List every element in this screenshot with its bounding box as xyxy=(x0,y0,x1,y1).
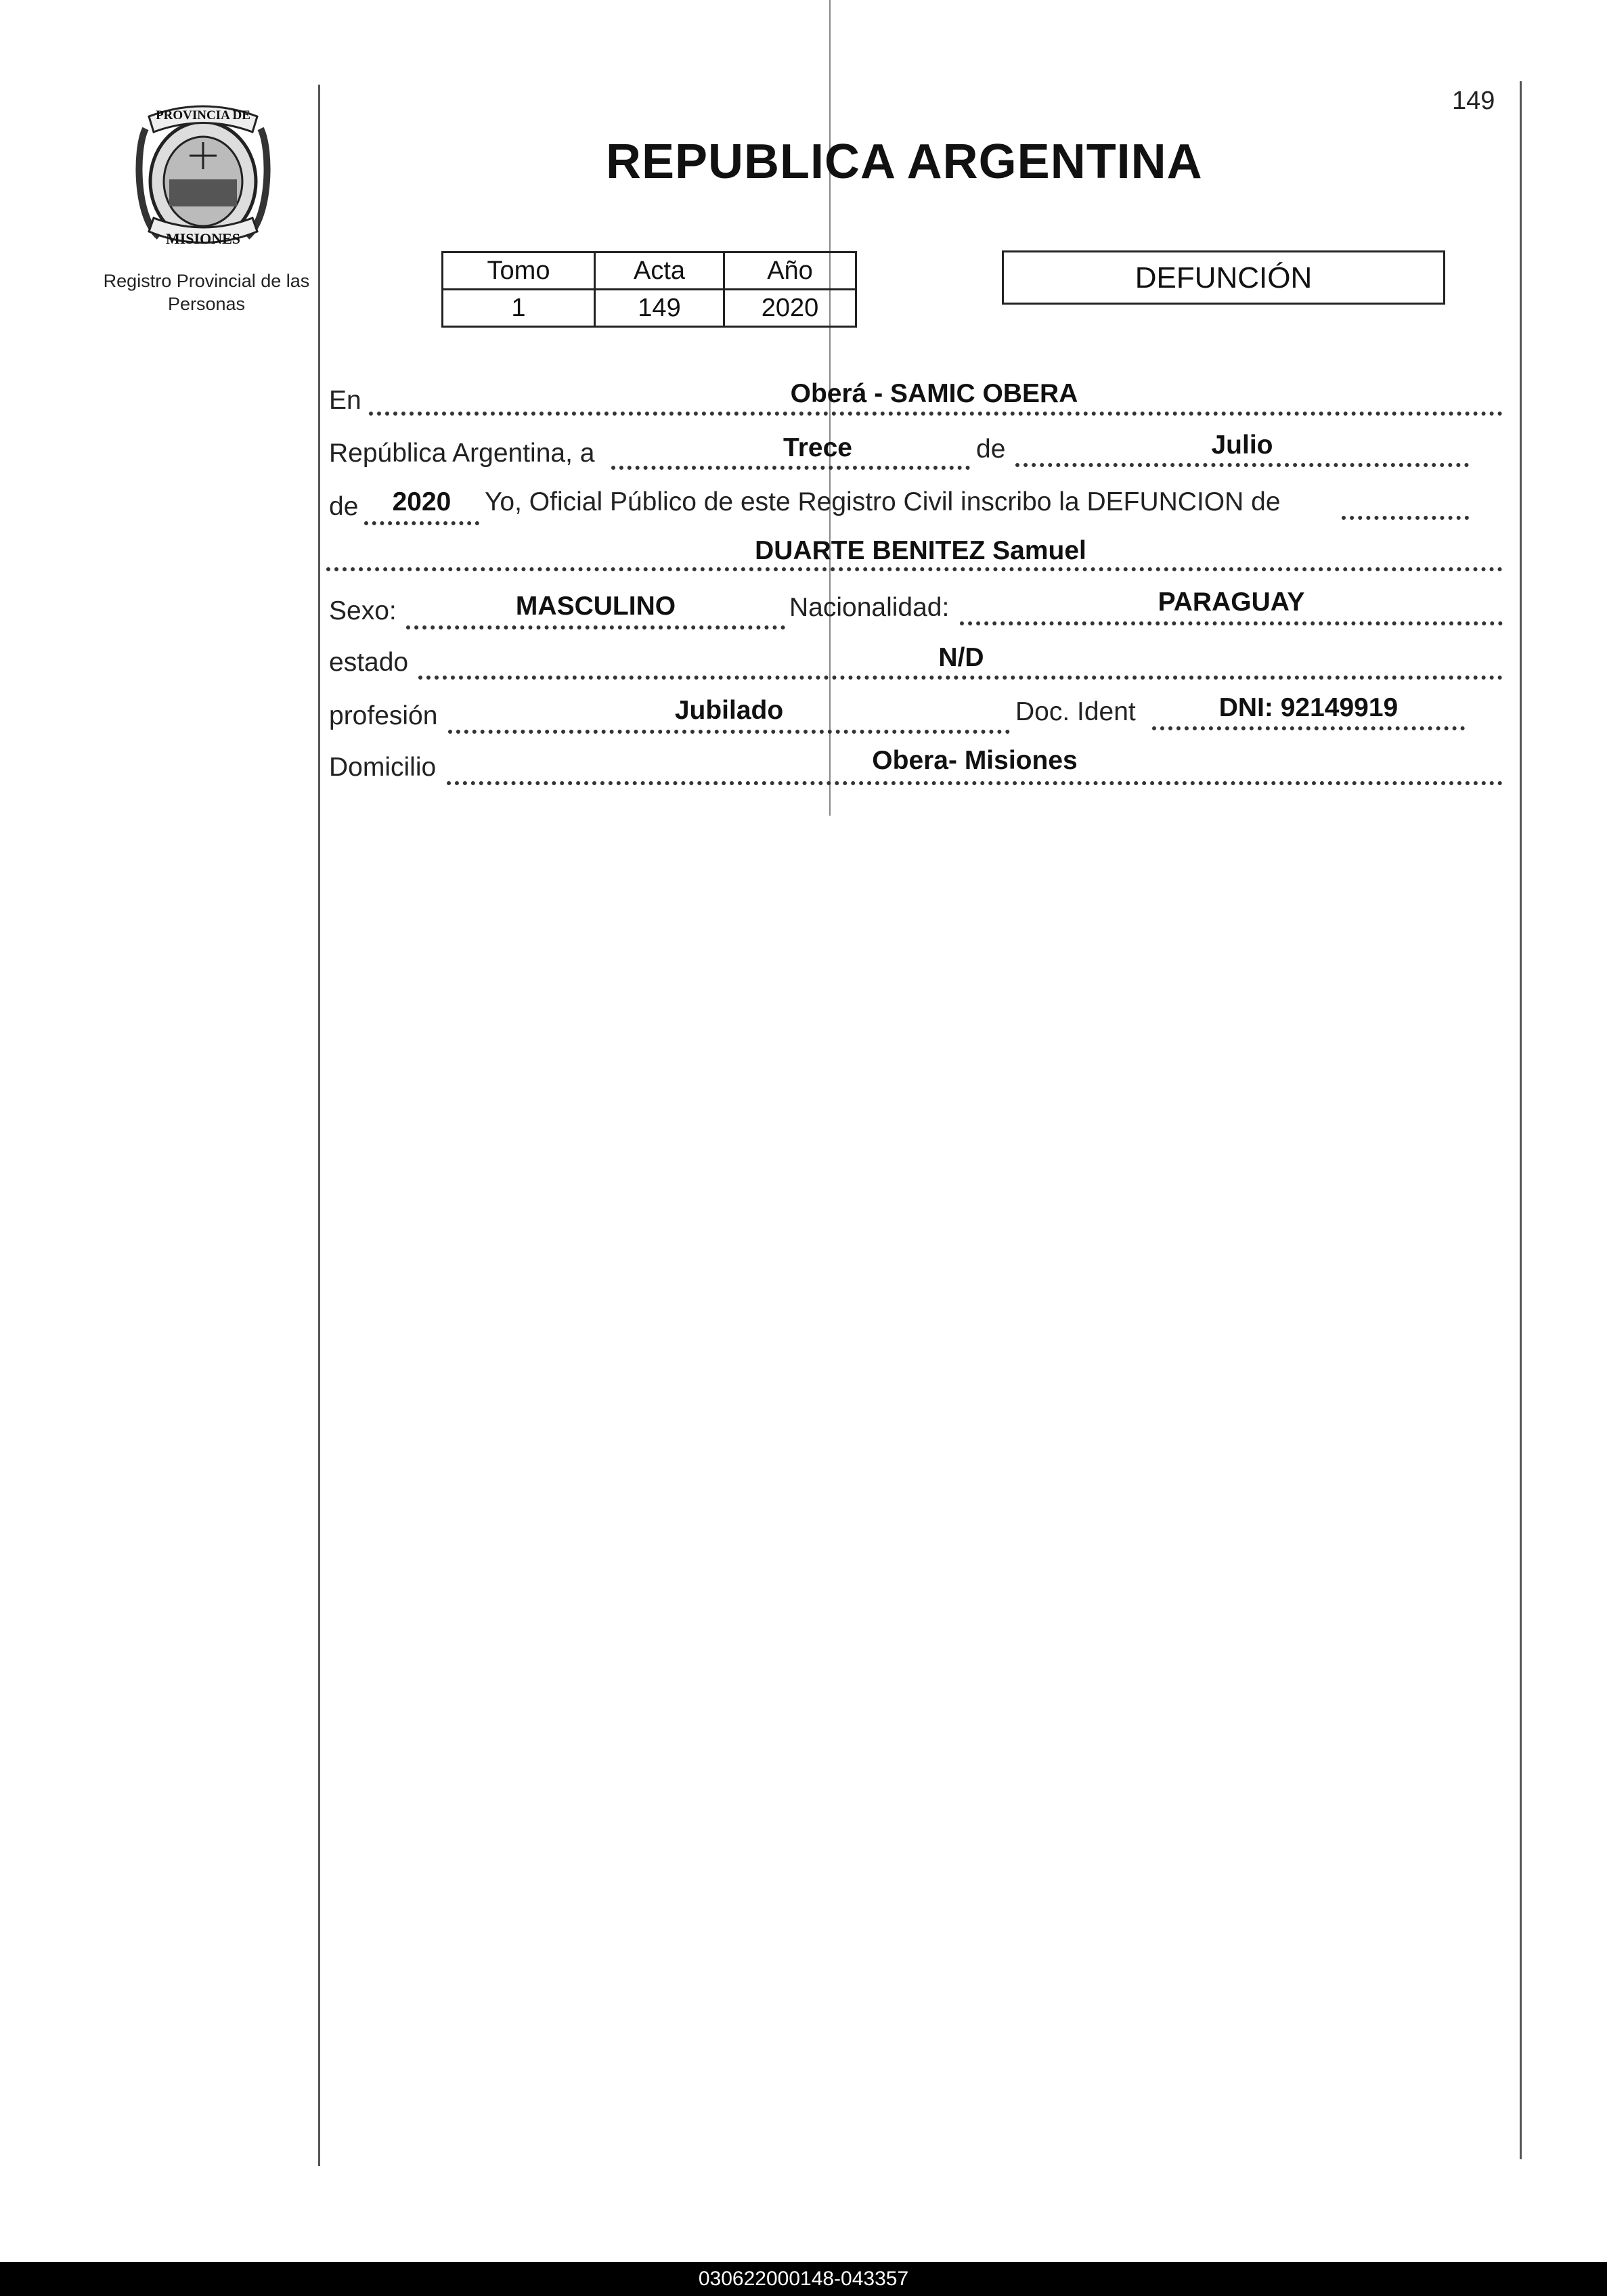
estado-value: N/D xyxy=(938,643,984,672)
month-value: Julio xyxy=(1211,430,1273,460)
month-dotted-line xyxy=(1015,463,1469,467)
record-reference-table xyxy=(441,251,857,328)
registration-statement: Yo, Oficial Público de este Registro Civil inscribo la DEFUNCION de xyxy=(485,487,1281,516)
year-de-label: de xyxy=(329,492,359,521)
right-margin-rule xyxy=(1520,81,1522,2159)
place-value: Oberá - SAMIC OBERA xyxy=(790,379,1078,408)
doc-ident-dotted-line xyxy=(1152,726,1465,730)
sexo-value: MASCULINO xyxy=(515,592,676,621)
year-dotted-line xyxy=(364,521,479,525)
domicilio-label: Domicilio xyxy=(329,753,437,782)
anio-value: 2020 xyxy=(724,290,856,327)
place-dotted-line xyxy=(369,412,1503,416)
month-de-label: de xyxy=(976,435,1006,464)
left-margin-rule xyxy=(318,85,320,2166)
provincia-misiones-seal-icon xyxy=(132,102,274,257)
day-value: Trece xyxy=(783,433,852,462)
acta-header: Acta xyxy=(595,252,724,290)
profesion-value: Jubilado xyxy=(674,696,784,725)
republica-label: República Argentina, a xyxy=(329,439,595,468)
nacionalidad-label: Nacionalidad: xyxy=(789,593,950,622)
seal-top-text: PROVINCIA DE xyxy=(156,108,250,123)
domicilio-value: Obera- Misiones xyxy=(872,746,1078,775)
nacionalidad-dotted-line xyxy=(960,621,1503,625)
estado-label: estado xyxy=(329,648,409,677)
sexo-label: Sexo: xyxy=(329,596,397,625)
en-label: En xyxy=(329,386,361,415)
anio-header: Año xyxy=(724,252,856,290)
nacionalidad-value: PARAGUAY xyxy=(1158,588,1305,617)
record-reference-header xyxy=(443,252,856,290)
issuer-name: Registro Provincial de las Personas xyxy=(103,271,310,314)
statement-dotted-line xyxy=(1342,516,1469,520)
page-number: 149 xyxy=(1452,87,1495,115)
domicilio-dotted-line xyxy=(447,781,1503,785)
record-type-box: DEFUNCIÓN xyxy=(1002,250,1445,305)
acta-value: 149 xyxy=(595,290,724,327)
doc-ident-label: Doc. Ident xyxy=(1015,697,1136,726)
estado-dotted-line xyxy=(418,676,1503,680)
record-reference-values xyxy=(443,290,856,327)
seal-bottom-text: MISIONES xyxy=(165,230,241,247)
tomo-value: 1 xyxy=(443,290,595,327)
profesion-dotted-line xyxy=(448,730,1010,734)
day-dotted-line xyxy=(611,466,970,470)
tomo-header: Tomo xyxy=(443,252,595,290)
document-title: REPUBLICA ARGENTINA xyxy=(606,135,1203,189)
name-dotted-line xyxy=(326,567,1503,571)
profesion-label: profesión xyxy=(329,701,438,730)
deceased-name: DUARTE BENITEZ Samuel xyxy=(755,536,1086,565)
barcode-footer: 030622000148-043357 xyxy=(0,2262,1607,2296)
doc-ident-value: DNI: 92149919 xyxy=(1218,693,1399,722)
year-value: 2020 xyxy=(392,487,452,516)
sexo-dotted-line xyxy=(406,625,785,630)
